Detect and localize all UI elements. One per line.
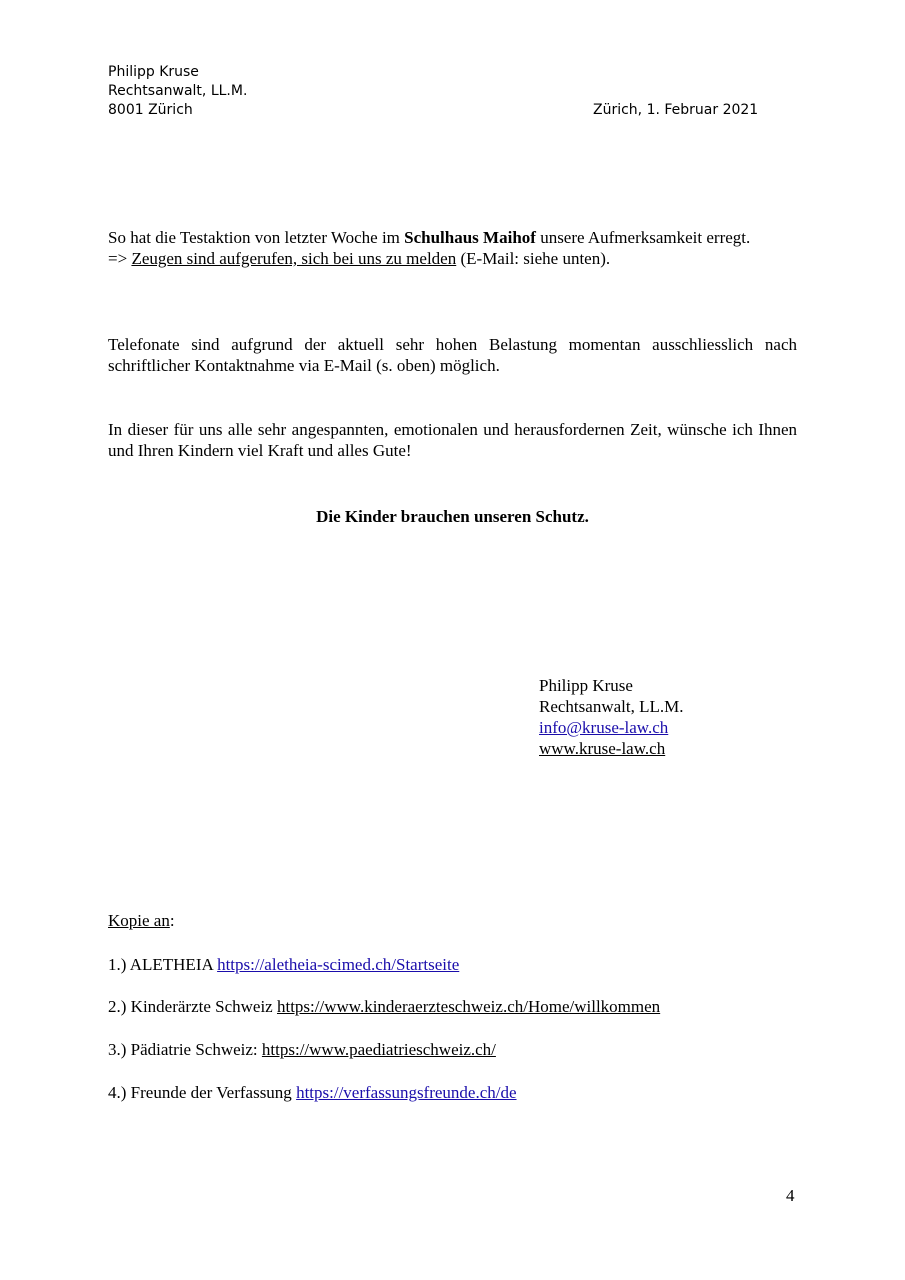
copy-link-kinderaerzte[interactable]: https://www.kinderaerzteschweiz.ch/Home/willkommen	[276, 997, 661, 1016]
email-reference: (E-Mail: siehe unten).	[456, 249, 611, 268]
signature-title: Rechtsanwalt, LL.M.	[539, 697, 684, 716]
copy-label: 4.) Freunde der Verfassung	[108, 1083, 297, 1102]
school-name: Schulhaus Maihof	[404, 228, 536, 247]
paragraph-testaktion-line	[108, 227, 797, 248]
page-number: 4	[786, 1186, 795, 1205]
copy-label: 2.) Kinderärzte Schweiz	[108, 997, 277, 1016]
paragraph-wishes	[108, 419, 797, 461]
copy-recipient-aletheia	[108, 954, 459, 975]
arrow: =>	[108, 249, 132, 268]
copies-title: Kopie an	[108, 911, 170, 930]
paragraph-telephone-text: Telefonate sind aufgrund der aktuell sehr hohen Belastung momentan ausschliesslich nach schriftlicher Kontaktnahme via E-Mail (s. oben) möglich.	[108, 335, 797, 375]
copy-recipient-paediatrie	[108, 1039, 496, 1060]
sender-name: Philipp Kruse	[108, 64, 199, 80]
copy-recipient-kinderaerzte	[108, 996, 660, 1017]
copy-link-paediatrie[interactable]: https://www.paediatrieschweiz.ch/	[261, 1040, 496, 1059]
paragraph-telephone	[108, 334, 797, 376]
slogan: Die Kinder brauchen unseren Schutz.	[316, 507, 589, 526]
website-link[interactable]: www.kruse-law.ch	[539, 739, 666, 758]
paragraph-testaktion	[108, 227, 797, 269]
copy-link-aletheia[interactable]: https://aletheia-scimed.ch/Startseite	[217, 955, 460, 974]
copy-recipient-verfassungsfreunde	[108, 1082, 517, 1103]
letter-date: Zürich, 1. Februar 2021	[593, 102, 759, 118]
paragraph-wishes-text: In dieser für uns alle sehr angespannten, emotionalen und herausfordernen Zeit, wünsche ich Ihnen und Ihren Kindern viel Kraft und alles Gute!	[108, 420, 797, 460]
copy-label: 1.) ALETHEIA	[108, 955, 218, 974]
text-after-bold: unsere Aufmerksamkeit erregt.	[535, 228, 751, 247]
sender-city: 8001 Zürich	[108, 102, 193, 118]
witness-call: Zeugen sind aufgerufen, sich bei uns zu melden	[131, 249, 457, 268]
copies-colon: :	[169, 911, 175, 930]
text-before-bold: So hat die Testaktion von letzter Woche im	[108, 228, 405, 247]
copy-label: 3.) Pädiatrie Schweiz:	[108, 1040, 262, 1059]
signature-name: Philipp Kruse	[539, 676, 633, 695]
copy-link-verfassungsfreunde[interactable]: https://verfassungsfreunde.ch/de	[296, 1083, 517, 1102]
witness-call-line	[108, 248, 797, 269]
sender-title: Rechtsanwalt, LL.M.	[108, 83, 248, 99]
email-link[interactable]: info@kruse-law.ch	[539, 718, 669, 737]
sender-address	[108, 63, 247, 120]
copies-heading	[108, 910, 175, 931]
signature-block	[539, 675, 683, 759]
